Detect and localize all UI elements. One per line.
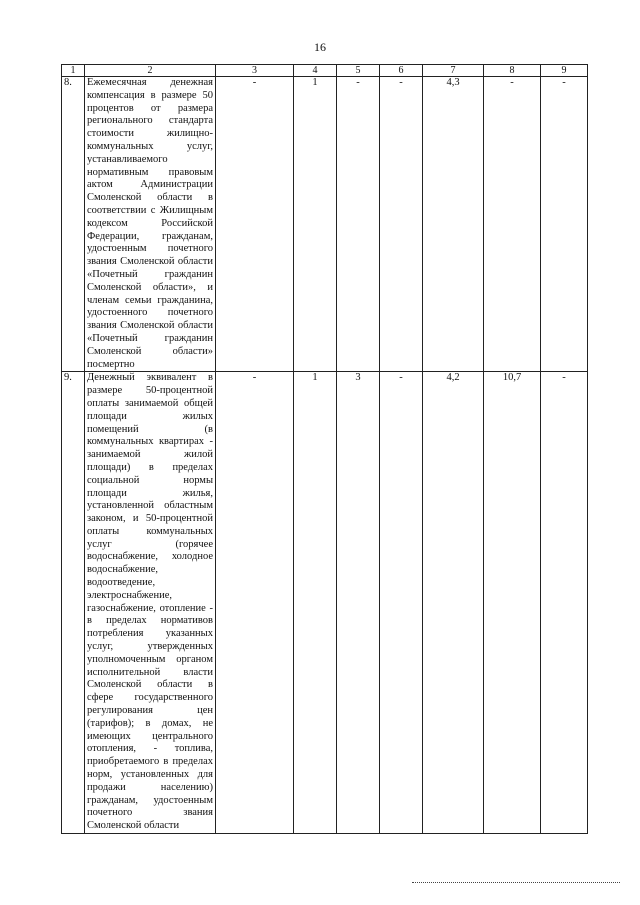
cell-col3: - (216, 77, 294, 372)
column-header: 3 (216, 65, 294, 77)
column-header: 8 (484, 65, 541, 77)
row-description: Денежный эквивалент в размере 50-процентной оплаты занимаемой общей площади жилых помещений (в коммунальных квартирах - занимаемой жилой площади) в пределах социальной нормы площади жилья, установленной областным законом, и 50-процентной оплаты коммунальных услуг (горячее водоснабжение, холодное водоснабжение, водоотведение, электроснабжение, газоснабжение, отопление - в пределах нормативов потребления указанных услуг, утвержденных уполномоченным органом исполнительной власти Смоленской области в сфере государственного регулирования цен (тарифов); в домах, не имеющих центрального отопления, - топлива, приобретаемого в пределах норм, установленных для продажи населению) гражданам, удостоенным почетного звания Смоленской области (85, 372, 216, 834)
column-header: 2 (85, 65, 216, 77)
cell-col8: 10,7 (484, 372, 541, 834)
row-number: 9. (62, 372, 85, 834)
column-header: 9 (541, 65, 588, 77)
cell-col8: - (484, 77, 541, 372)
cell-col9: - (541, 372, 588, 834)
column-header: 4 (294, 65, 337, 77)
table-row (62, 372, 588, 834)
column-header: 6 (380, 65, 423, 77)
row-number: 8. (62, 77, 85, 372)
column-header: 7 (423, 65, 484, 77)
benefits-table (61, 64, 588, 834)
cell-col4: 1 (294, 372, 337, 834)
cell-col5: 3 (337, 372, 380, 834)
cell-col6: - (380, 77, 423, 372)
cell-col5: - (337, 77, 380, 372)
cell-col7: 4,2 (423, 372, 484, 834)
cell-col3: - (216, 372, 294, 834)
cell-col4: 1 (294, 77, 337, 372)
page-number: 16 (314, 40, 326, 54)
column-header: 1 (62, 65, 85, 77)
table-row (62, 77, 588, 372)
table-header-row (62, 65, 588, 77)
column-header: 5 (337, 65, 380, 77)
cell-col9: - (541, 77, 588, 372)
scan-artifact (412, 882, 620, 885)
cell-col7: 4,3 (423, 77, 484, 372)
cell-col6: - (380, 372, 423, 834)
row-description: Ежемесячная денежная компенсация в размере 50 процентов от размера регионального стандарта стоимости жилищно-коммунальных услуг, устанавливаемого нормативным правовым актом Администрации Смоленской области в соответствии с Жилищным кодексом Российской Федерации, гражданам, удостоенным почетного звания Смоленской области «Почетный гражданин Смоленской области», и членам семьи гражданина, удостоенного почетного звания Смоленской области «Почетный гражданин Смоленской области» посмертно (85, 77, 216, 372)
